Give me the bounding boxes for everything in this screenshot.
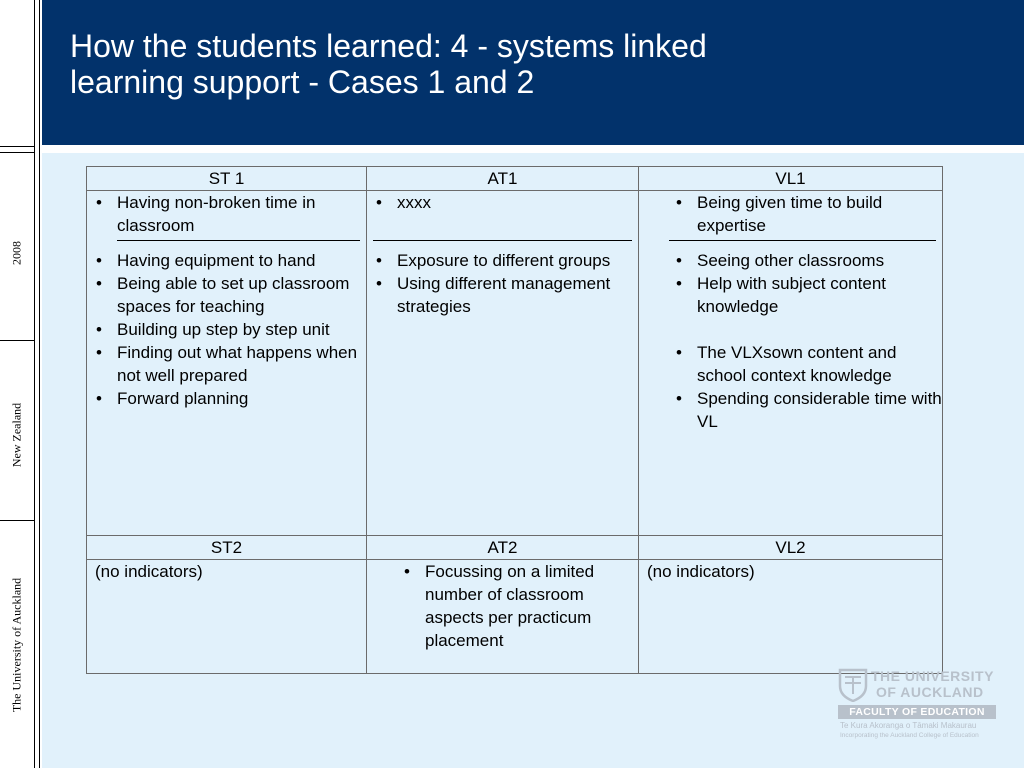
list-item: • Focussing on a limited number of classroom aspects per practicum placement: [425, 560, 638, 652]
sidebar-divider: [0, 520, 34, 521]
cell-at2: [367, 560, 639, 674]
sidebar-spine: [39, 0, 40, 768]
sidebar-year: 2008: [9, 241, 24, 265]
bullet-list: [87, 249, 366, 410]
bullet-list: [639, 191, 942, 237]
bullet-list: [367, 249, 638, 318]
logo-maori-name: Te Kura Akoranga o Tāmaki Makaurau: [840, 721, 977, 730]
list-item: • Forward planning: [117, 387, 366, 410]
bullet-list: [87, 191, 366, 237]
cell-divider: [373, 240, 632, 241]
sidebar-country: New Zealand: [9, 402, 24, 468]
sidebar-divider: [0, 152, 34, 153]
spacer: [367, 214, 638, 237]
column-header-vl1: VL1: [639, 167, 943, 191]
list-item: • Being able to set up classroom spaces for teaching: [117, 272, 366, 318]
bullet-list: [639, 249, 942, 318]
no-indicators-text: (no indicators): [95, 562, 203, 581]
list-item: • Having equipment to hand: [117, 249, 366, 272]
slide-title: How the students learned: 4 - systems linked learning support - Cases 1 and 2: [70, 28, 707, 100]
cell-vl2: [639, 560, 943, 674]
cell-divider: [669, 240, 936, 241]
logo-incorporating: Incorporating the Auckland College of Education: [840, 732, 979, 739]
column-header-at1: AT1: [367, 167, 639, 191]
no-indicators-text: (no indicators): [647, 562, 755, 581]
slide-header: [42, 0, 1024, 145]
list-item: • The VLXsown content and school context knowledge: [697, 341, 942, 387]
list-item: • Building up step by step unit: [117, 318, 366, 341]
bullet-list: [367, 560, 638, 652]
list-item: • Help with subject content knowledge: [697, 272, 942, 318]
learning-support-table: [86, 166, 943, 674]
logo-wordmark: [871, 668, 994, 700]
table-header-row: [87, 167, 943, 191]
sidebar: [0, 0, 35, 768]
list-item: • xxxx: [397, 191, 638, 214]
column-header-vl2: VL2: [639, 536, 943, 560]
cell-divider: [117, 240, 360, 241]
sidebar-divider: [0, 146, 34, 147]
table-header-row: [87, 536, 943, 560]
cell-at1: [367, 191, 639, 536]
column-header-st2: ST2: [87, 536, 367, 560]
table-row: [87, 560, 943, 674]
list-item: • Seeing other classrooms: [697, 249, 942, 272]
crest-icon: [838, 668, 868, 702]
cell-vl1: [639, 191, 943, 536]
logo-line1: THE UNIVERSITY: [871, 668, 994, 684]
sidebar-divider: [0, 340, 34, 341]
list-item: • Using different management strategies: [397, 272, 638, 318]
logo-faculty: FACULTY OF EDUCATION: [838, 705, 996, 719]
list-item: • Having non-broken time in classroom: [117, 191, 366, 237]
table-row: [87, 191, 943, 536]
bullet-list: [639, 341, 942, 433]
bullet-list: [367, 191, 638, 214]
list-item: • Finding out what happens when not well prepared: [117, 341, 366, 387]
cell-st1: [87, 191, 367, 536]
logo-line2: OF AUCKLAND: [876, 684, 984, 700]
column-header-st1: ST 1: [87, 167, 367, 191]
column-header-at2: AT2: [367, 536, 639, 560]
list-item: • Being given time to build expertise: [697, 191, 942, 237]
list-item: • Exposure to different groups: [397, 249, 638, 272]
spacer: [639, 318, 942, 341]
university-logo: [838, 668, 998, 744]
list-item: • Spending considerable time with VL: [697, 387, 942, 433]
sidebar-university: The University of Auckland: [9, 577, 24, 713]
cell-st2: [87, 560, 367, 674]
